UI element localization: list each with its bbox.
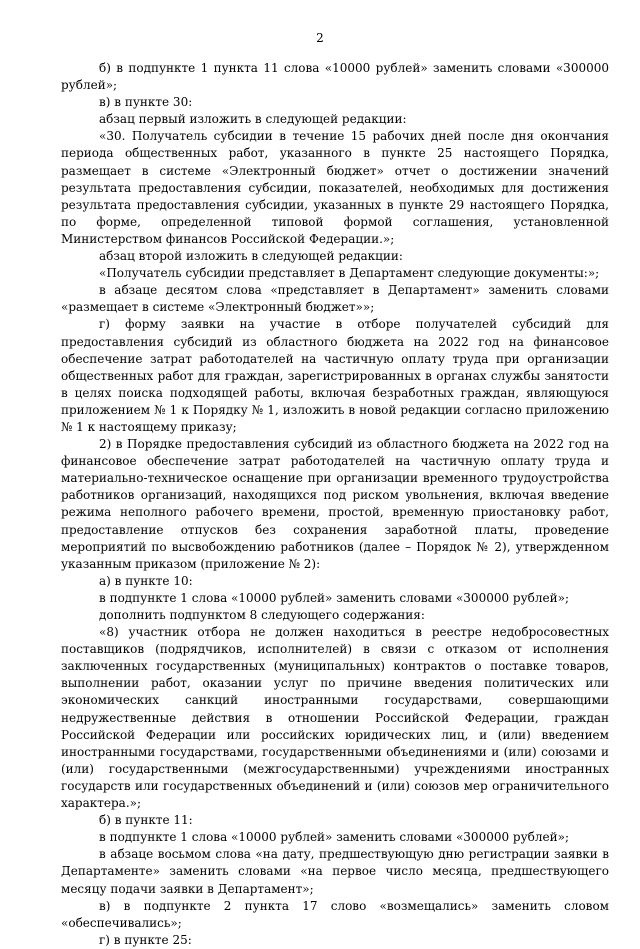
paragraph: г) форму заявки на участие в отборе получателей субсидий для предоставления субсидий из областного бюджета на 2022 год на финансовое обеспечение затрат работодателей на частичную оплату труда при организации общественных работ для граждан, зарегистрированных в органах службы занятости в целях поиска подходящей работы, включая безработных граждан, являющуюся приложением № 1 к Порядку № 1, изложить в новой редакции согласно приложению № 1 к настоящему приказу;: [61, 317, 609, 434]
paragraph: в) в пункте 30:: [99, 95, 193, 110]
paragraph: в) в подпункте 2 пункта 17 слово «возмещались» заменить словом «обеспечивались»;: [61, 898, 609, 930]
paragraph: «8) участник отбора не должен находиться в реестре недобросовестных поставщиков (подрядчиков, исполнителей) в связи с отказом от исполнения заключенных государственных (муниципальных) контрактов о поставке товаров, выполнении работ, оказании услуг по причине введения политических или экономических санкций иностранными государствами, совершающими недружественные действия в отношении Российской Федерации, граждан Российской Федерации или российских юридических лиц, и (или) введением иностранными государствами, государственными объединениями и (или) союзами и (или) государственными (межгосударственными) учреждениями иностранных государств или государственных объединений и (или) союзов мер ограничительного характера.»;: [61, 625, 609, 811]
paragraph: 2) в Порядке предоставления субсидий из областного бюджета на 2022 год на финансовое обеспечение затрат работодателей на частичную оплату труда и материально-техническое оснащение при организации временного трудоустройства работников организаций, находящихся под риском увольнения, включая введение режима неполного рабочего времени, простой, временную приостановку работ, предоставление отпусков без сохранения заработной платы, проведение мероприятий по высвобождению работников (далее – Порядок № 2), утвержденном указанным приказом (приложение № 2):: [61, 437, 609, 571]
paragraph: б) в подпункте 1 пункта 11 слова «10000 рублей» заменить словами «300000 рублей»;: [61, 61, 609, 93]
paragraph: дополнить подпунктом 8 следующего содержания:: [99, 608, 425, 622]
paragraph: «Получатель субсидии представляет в Департамент следующие документы:»;: [99, 266, 600, 281]
paragraph: «30. Получатель субсидии в течение 15 рабочих дней после дня окончания периода общественных работ, указанного в пункте 25 настоящего Порядка, размещает в системе «Электронный бюджет» отчет о достижении значений результата предоставления субсидии, показателей, необходимых для достижения результата предоставления субсидии, указанных в пункте 29 настоящего Порядка, по форме, определенной типовой формой соглашения, установленной Министерством финансов Российской Федерации.»;: [61, 129, 609, 246]
paragraph: б) в пункте 11:: [99, 813, 193, 828]
paragraph: г) в пункте 25:: [99, 932, 192, 947]
paragraph: в абзаце десятом слова «представляет в Департамент» заменить словами «размещает в системе «Электронный бюджет»»;: [61, 283, 609, 315]
document-body: [61, 60, 609, 949]
page-number: 2: [316, 31, 324, 45]
paragraph: абзац первый изложить в следующей редакции:: [99, 112, 407, 127]
paragraph: в подпункте 1 слова «10000 рублей» заменить словами «300000 рублей»;: [99, 590, 569, 605]
paragraph: в подпункте 1 слова «10000 рублей» заменить словами «300000 рублей»;: [99, 830, 569, 845]
paragraph: а) в пункте 10:: [99, 573, 193, 588]
paragraph: в абзаце восьмом слова «на дату, предшествующую дню регистрации заявки в Департаменте» заменить словами «на первое число месяца, предшествующего месяцу подачи заявки в Департамент»;: [61, 847, 609, 896]
paragraph: абзац второй изложить в следующей редакции:: [99, 249, 403, 264]
